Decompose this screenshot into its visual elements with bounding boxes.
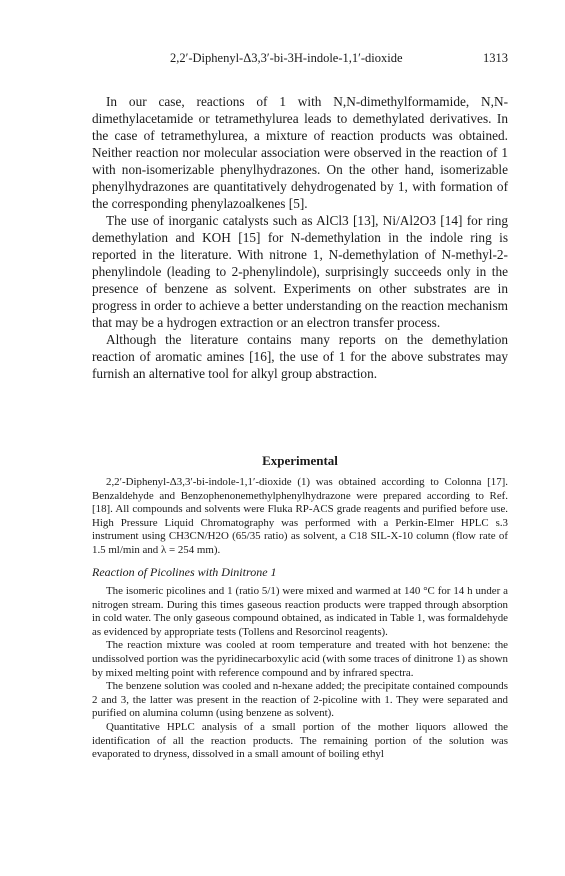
page-number: 1313: [483, 51, 508, 65]
experimental-section: [92, 476, 508, 558]
page-header: [92, 51, 508, 67]
reaction-paragraph-4: Quantitative HPLC analysis of a small portion of the mother liquors allowed the identification of all the reaction products. The remaining portion of the solution was evaporated to dryness, dissolved in a small amount of boiling ethyl: [92, 720, 508, 761]
experimental-heading: Experimental: [262, 453, 338, 468]
reaction-paragraph-3: The benzene solution was cooled and n-hexane added; the precipitate contained compounds 2 and 3, the latter was present in the reaction of 2-picoline with 1. They were separated and purified on alumina column (using benzene as solvent).: [92, 680, 508, 720]
discussion-paragraph-2: The use of inorganic catalysts such as AlCl3 [13], Ni/Al2O3 [14] for ring demethylation and KOH [15] for N-demethylation in the indole ring is reported in the literature. With nitrone 1, N-demethylation of N-methyl-2-phenylindole (leading to 2-phenylindole), surprisingly succeeds only in the presence of benzene as solvent. Experiments on other substrates are in progress in order to achieve a better understanding on the reaction mechanism that may be a hydrogen extraction or an electron transfer process.: [92, 213, 508, 330]
discussion-section: [92, 93, 508, 382]
experimental-paragraph-1: 2,2′-Diphenyl-Δ3,3′-bi-indole-1,1′-dioxide (1) was obtained according to Colonna [17]. Benzaldehyde and Benzophenonemethylphenylhydrazone were prepared according to Ref. [18]. All compounds and solvents were Fluka RP-ACS grade reagents and purified before use. High Pressure Liquid Chromatography was performed with a Perkin-Elmer HPLC s.3 instrument using CH3CN/H2O (65/35 ratio) as solvent, a C18 SIL-X-10 column (flow rate of 1.5 ml/min and λ = 254 mm).: [92, 476, 508, 556]
discussion-paragraph-1: In our case, reactions of 1 with N,N-dimethylformamide, N,N-dimethylacetamide or tetramethylurea leads to demethylated derivatives. In the case of tetramethylurea, a mixture of reaction products was obtained. Neither reaction nor molecular association were observed in the reaction of 1 with non-isomerizable phenylhydrazones. On the other hand, isomerizable phenylhydrazones are quantitatively dehydrogenated by 1, with formation of the corresponding phenylazoalkenes [5].: [92, 94, 508, 211]
reaction-paragraph-1: The isomeric picolines and 1 (ratio 5/1) were mixed and warmed at 140 °C for 14 h under a nitrogen stream. During this times gaseous reaction products were trapped through absorption in cold water. The only gaseous compound obtained, as indicated in Table 1, was formaldehyde as evidenced by appropriate tests (Tollens and Resorcinol reagents).: [92, 585, 508, 638]
reaction-section: [92, 585, 508, 762]
discussion-paragraph-3: Although the literature contains many reports on the demethylation reaction of aromatic amines [16], the use of 1 for the above substrates may furnish an alternative tool for alkyl group abstraction.: [92, 332, 508, 381]
running-title: 2,2′-Diphenyl-Δ3,3′-bi-3H-indole-1,1′-dioxide: [170, 51, 403, 65]
reaction-subheading: Reaction of Picolines with Dinitrone 1: [92, 565, 277, 579]
reaction-paragraph-2: The reaction mixture was cooled at room temperature and treated with hot benzene: the undissolved portion was the pyridinecarboxylic acid (with some traces of dinitrone 1) as shown by mixed melting point with reference compound and by infrared spectra.: [92, 639, 508, 679]
